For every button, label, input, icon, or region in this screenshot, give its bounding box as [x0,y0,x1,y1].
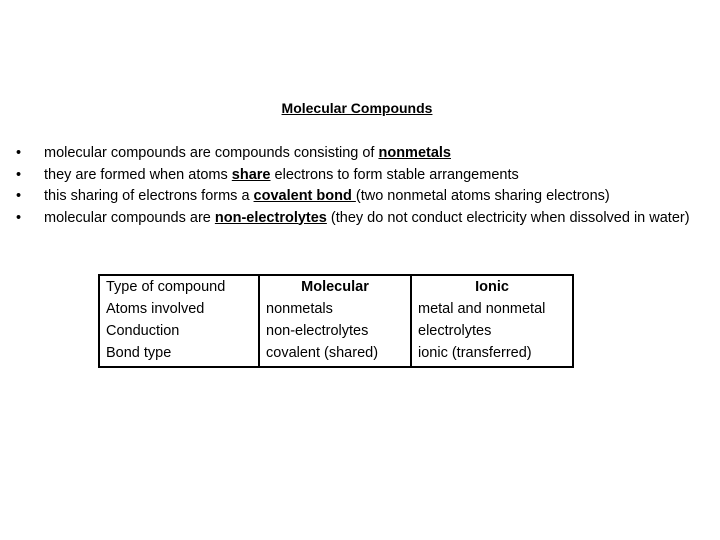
key-term: share [231,166,271,183]
bullet-text: they are formed when atoms [44,166,232,183]
key-term: covalent bond [253,188,356,204]
table-cell: Bond type [99,342,259,367]
table-row [99,298,573,320]
table-header-cell: Type of compound [99,275,259,298]
bullet-list [14,143,694,229]
table-cell: covalent (shared) [259,342,411,367]
bullet-text: (they do not conduct electricity when dissolved in water) [326,209,690,226]
slide-title: Molecular Compounds [281,100,433,116]
table-cell: Conduction [99,320,259,342]
table-header-cell: Molecular [259,275,411,298]
table-header-cell: Ionic [411,275,573,298]
table-cell: ionic (transferred) [411,342,573,367]
table-cell: Atoms involved [99,298,259,320]
bullet-item [14,208,694,230]
table-row [99,320,573,342]
table-cell: non-electrolytes [259,320,411,342]
table-cell: electrolytes [411,320,573,342]
table-cell: metal and nonmetal [411,298,573,320]
bullet-item [14,143,694,165]
bullet-text: electrons to form stable arrangements [270,166,519,183]
bullet-item [14,165,694,187]
bullet-item [14,186,694,208]
bullet-dot-icon: • [16,166,22,183]
table-cell: nonmetals [259,298,411,320]
bullet-text: this sharing of electrons forms a [44,188,254,204]
table-row [99,342,573,367]
comparison-table [98,274,574,368]
bullet-dot-icon: • [16,188,22,204]
bullet-text: molecular compounds are [44,209,215,226]
bullet-text: molecular compounds are compounds consisting of [44,145,379,161]
key-term: non-electrolytes [214,209,327,226]
bullet-text: (two nonmetal atoms sharing electrons) [355,188,610,204]
bullet-dot-icon: • [16,145,22,161]
key-term: nonmetals [378,145,451,161]
table-header-row [99,275,573,298]
bullet-dot-icon: • [16,209,22,226]
